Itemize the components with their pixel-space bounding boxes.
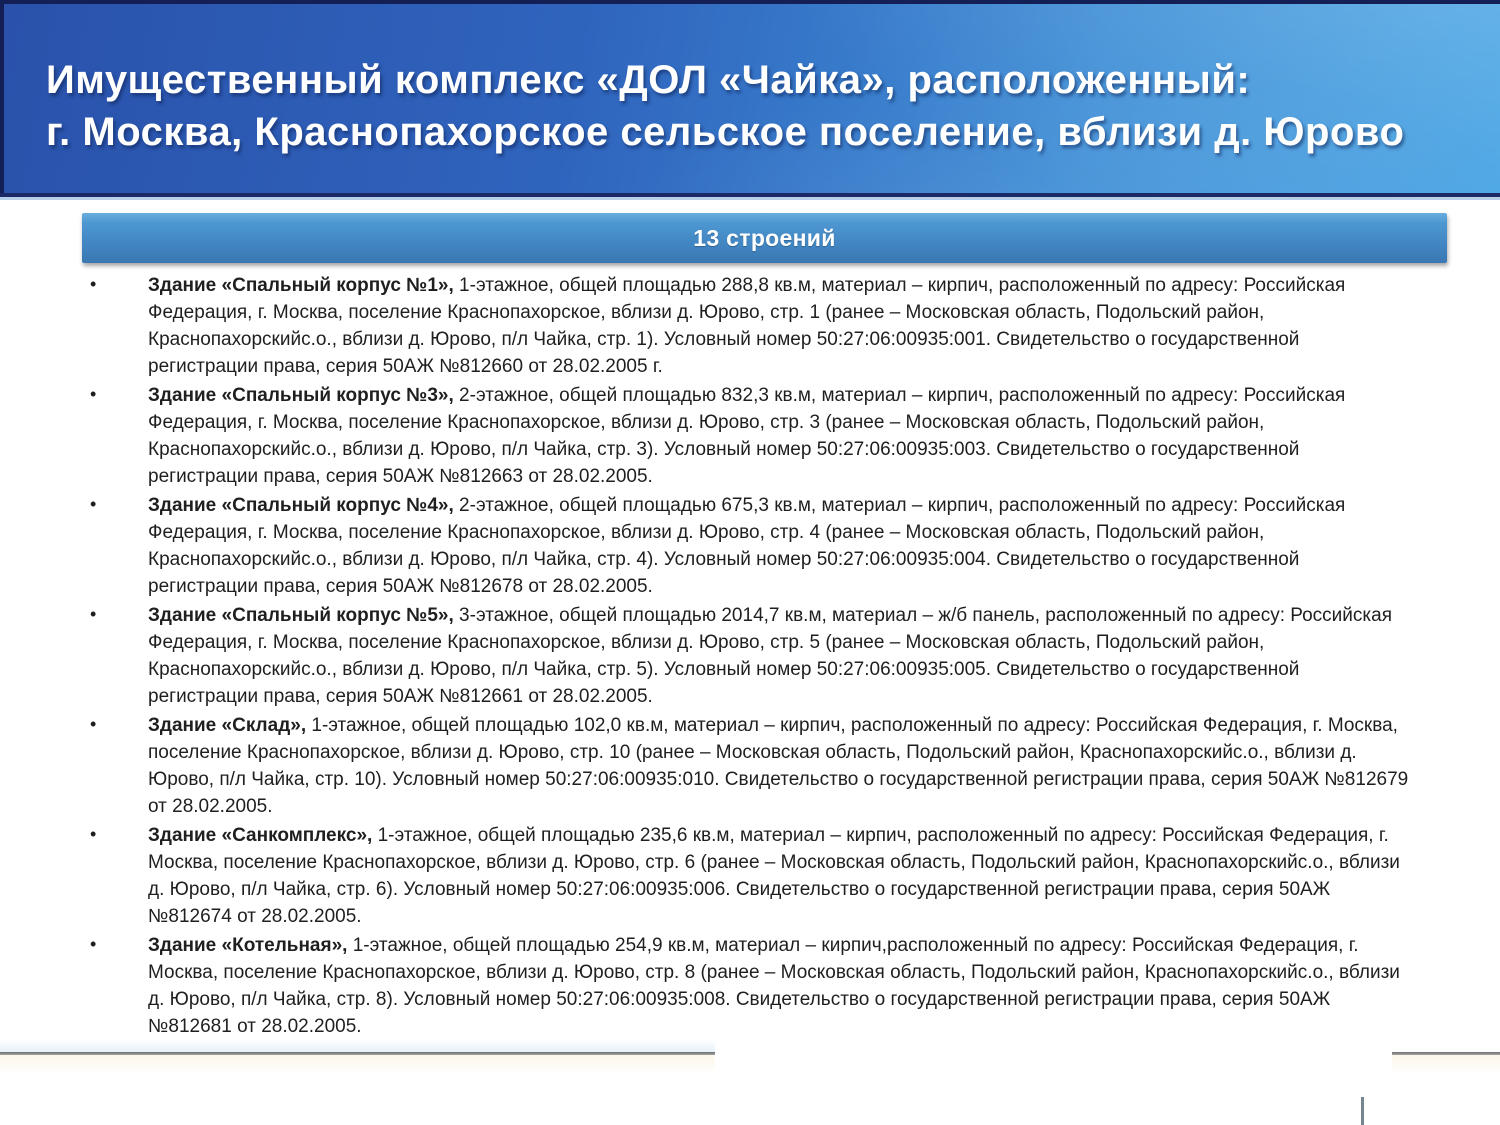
building-name: Здание «Спальный корпус №1», (148, 275, 454, 296)
buildings-count-banner (82, 213, 1447, 263)
buildings-list (88, 272, 1410, 1042)
building-name: Здание «Спальный корпус №3», (148, 385, 454, 406)
building-item-6 (88, 822, 1410, 930)
footer-tint (0, 1040, 715, 1052)
building-name: Здание «Склад», (148, 715, 307, 736)
building-item-5 (88, 712, 1410, 820)
footer-cream-strip-right (1392, 1055, 1500, 1075)
building-item-3 (88, 492, 1410, 600)
building-item-1 (88, 272, 1410, 380)
building-item-4 (88, 602, 1410, 710)
building-details: 3-этажное, общей площадью 2014,7 кв.м, материал – ж/б панель, расположенный по адресу: Российская Федерация, г. Москва, поселение Краснопахорское, вблизи д. Юрово, стр. 5 (ранее – Московская область, Подольский район, Краснопахорскийс.о., вблизи д. Юрово, п/л Чайка, стр. 5). Условный номер 50:27:06:00935:005. Свидетельство о государственной регистрации права, серия 50АЖ №812661 от 28.02.2005. (148, 605, 1392, 707)
building-details: 2-этажное, общей площадью 675,3 кв.м, материал – кирпич, расположенный по адресу: Российская Федерация, г. Москва, поселение Краснопахорское, вблизи д. Юрово, стр. 4 (ранее – Московская область, Подольский район, Краснопахорскийс.о., вблизи д. Юрово, п/л Чайка, стр. 4). Условный номер 50:27:06:00935:004. Свидетельство о государственной регистрации права, серия 50АЖ №812678 от 28.02.2005. (148, 495, 1346, 597)
building-details: 1-этажное, общей площадью 235,6 кв.м, материал – кирпич, расположенный по адресу: Российская Федерация, г. Москва, поселение Краснопахорское, вблизи д. Юрово, стр. 6 (ранее – Московская область, Подольский район, Краснопахорскийс.о., вблизи д. Юрово, п/л Чайка, стр. 6). Условный номер 50:27:06:00935:006. Свидетельство о государственной регистрации права, серия 50АЖ №812674 от 28.02.2005. (148, 825, 1400, 927)
slide-title (46, 54, 1404, 158)
building-details: 2-этажное, общей площадью 832,3 кв.м, материал – кирпич, расположенный по адресу: Российская Федерация, г. Москва, поселение Краснопахорское, вблизи д. Юрово, стр. 3 (ранее – Московская область, Подольский район, Краснопахорскийс.о., вблизи д. Юрово, п/л Чайка, стр. 3). Условный номер 50:27:06:00935:003. Свидетельство о государственной регистрации права, серия 50АЖ №812663 от 28.02.2005. (148, 385, 1346, 487)
building-item-7 (88, 932, 1410, 1040)
footer-cream-strip-left (0, 1055, 715, 1075)
slide-header (0, 0, 1500, 193)
slide-title-line1: Имущественный комплекс «ДОЛ «Чайка», расположенный: (46, 58, 1251, 102)
building-item-2 (88, 382, 1410, 490)
footer-vertical-bar (1361, 1097, 1364, 1125)
building-name: Здание «Спальный корпус №5», (148, 605, 454, 626)
slide-title-line2: г. Москва, Краснопахорское сельское поселение, вблизи д. Юрово (46, 110, 1405, 154)
building-details: 1-этажное, общей площадью 102,0 кв.м, материал – кирпич, расположенный по адресу: Российская Федерация, г. Москва, поселение Краснопахорское, вблизи д. Юрово, стр. 10 (ранее – Московская область, Подольский район, Краснопахорскийс.о., вблизи д. Юрово, п/л Чайка, стр. 10). Условный номер 50:27:06:00935:010. Свидетельство о государственной регистрации права, серия 50АЖ №812679 от 28.02.2005. (148, 715, 1409, 817)
building-details: 1-этажное, общей площадью 288,8 кв.м, материал – кирпич, расположенный по адресу: Российская Федерация, г. Москва, поселение Краснопахорское, вблизи д. Юрово, стр. 1 (ранее – Московская область, Подольский район, Краснопахорскийс.о., вблизи д. Юрово, п/л Чайка, стр. 1). Условный номер 50:27:06:00935:001. Свидетельство о государственной регистрации права, серия 50АЖ №812660 от 28.02.2005 г. (148, 275, 1346, 377)
building-name: Здание «Котельная», (148, 935, 348, 956)
building-name: Здание «Санкомплекс», (148, 825, 373, 846)
buildings-count-label: 13 строений (693, 224, 836, 251)
building-details: 1-этажное, общей площадью 254,9 кв.м, материал – кирпич,расположенный по адресу: Российская Федерация, г. Москва, поселение Краснопахорское, вблизи д. Юрово, стр. 8 (ранее – Московская область, Подольский район, Краснопахорскийс.о., вблизи д. Юрово, п/л Чайка, стр. 8). Условный номер 50:27:06:00935:008. Свидетельство о государственной регистрации права, серия 50АЖ №812681 от 28.02.2005. (148, 935, 1400, 1037)
building-name: Здание «Спальный корпус №4», (148, 495, 454, 516)
